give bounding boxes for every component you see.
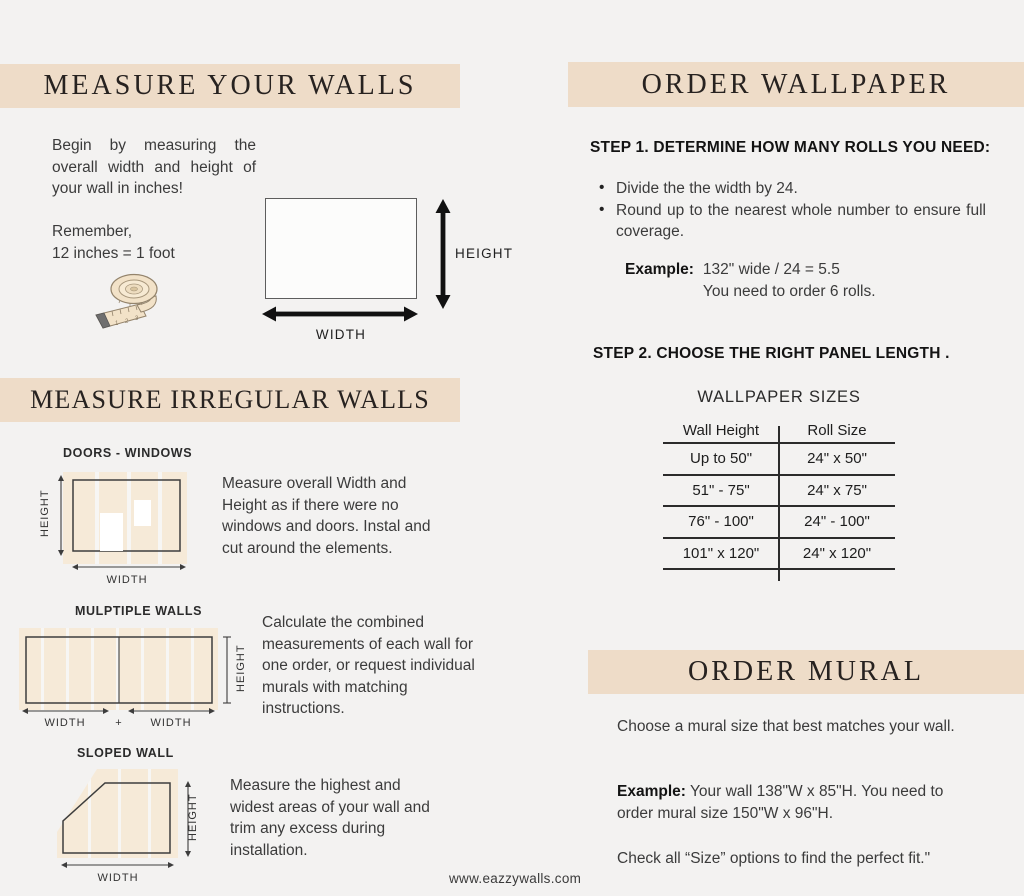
mural-example-text: Your wall 138"W x 85"H. You need to order mural size 150"W x 96"H. bbox=[617, 783, 944, 822]
mw-height-label: HEIGHT bbox=[235, 644, 247, 692]
step2-heading: STEP 2. CHOOSE THE RIGHT PANEL LENGTH . bbox=[593, 345, 950, 362]
step1-example bbox=[625, 259, 876, 302]
bullet-dot-icon: • bbox=[599, 179, 605, 196]
table-column-divider bbox=[778, 426, 780, 581]
cell-wall-height: 51" - 75" bbox=[692, 481, 750, 499]
bullet-item bbox=[598, 178, 986, 200]
height-arrow-icon bbox=[431, 196, 455, 312]
wallpaper-sizes-title: WALLPAPER SIZES bbox=[697, 388, 861, 406]
mw-width-left-label: WIDTH bbox=[44, 717, 86, 729]
example-line1: 132" wide / 24 = 5.5 bbox=[702, 261, 840, 278]
measure-walls-title: MEASURE YOUR WALLS bbox=[43, 70, 417, 101]
sloped-wall-text: Measure the highest and widest areas of your wall and trim any excess during installation. bbox=[230, 777, 430, 859]
bullet-text: Divide the the width by 24. bbox=[616, 180, 798, 197]
sw-height-label: HEIGHT bbox=[187, 793, 199, 841]
measure-intro-text: Begin by measuring the overall width and height of your wall in inches! bbox=[52, 137, 256, 197]
cell-wall-height: 76" - 100" bbox=[688, 513, 754, 531]
multiple-walls-label: MULPTIPLE WALLS bbox=[75, 604, 203, 618]
cell-wall-height: 101" x 120" bbox=[682, 544, 760, 562]
svg-text:1: 1 bbox=[115, 321, 119, 327]
doors-windows-text: Measure overall Width and Height as if there were no windows and doors. Instal and cut around the elements. bbox=[222, 475, 431, 557]
doors-windows-label: DOORS - WINDOWS bbox=[63, 446, 193, 460]
cell-wall-height: Up to 50" bbox=[689, 450, 753, 468]
wall-diagram-rectangle bbox=[265, 198, 417, 299]
remember-line2: 12 inches = 1 foot bbox=[52, 244, 175, 262]
svg-text:3: 3 bbox=[135, 316, 139, 322]
dw-height-label: HEIGHT bbox=[39, 489, 51, 537]
wallpaper-sizes-table bbox=[663, 419, 895, 570]
column-header-wall-height: Wall Height bbox=[682, 422, 760, 439]
dw-width-label: WIDTH bbox=[106, 574, 148, 586]
width-arrow-icon bbox=[259, 302, 421, 326]
cell-roll-size: 24" x 75" bbox=[807, 481, 867, 499]
example-line2: You need to order 6 rolls. bbox=[702, 282, 876, 300]
svg-text:2: 2 bbox=[125, 319, 129, 325]
mural-size-note: Check all “Size” options to find the perfect fit." bbox=[617, 850, 931, 867]
order-wallpaper-banner bbox=[568, 62, 1024, 107]
example-lines bbox=[703, 259, 876, 302]
multiple-walls-diagram bbox=[8, 620, 260, 732]
sloped-wall-diagram bbox=[48, 764, 218, 889]
height-label: HEIGHT bbox=[455, 246, 514, 261]
example-label: Example: bbox=[617, 783, 686, 800]
column-header-roll-size: Roll Size bbox=[807, 422, 867, 439]
bullet-text: Round up to the nearest whole number to ensure full coverage. bbox=[616, 201, 986, 240]
measure-irregular-banner bbox=[0, 378, 460, 422]
doors-windows-diagram bbox=[28, 466, 218, 591]
order-mural-title: ORDER MURAL bbox=[687, 656, 924, 687]
website-url: www.eazzywalls.com bbox=[449, 871, 582, 886]
mural-intro-text: Choose a mural size that best matches your wall. bbox=[617, 718, 955, 735]
order-wallpaper-title: ORDER WALLPAPER bbox=[641, 68, 951, 100]
cell-roll-size: 24" x 50" bbox=[807, 450, 867, 468]
example-label: Example: bbox=[625, 261, 694, 278]
step1-bullet-list bbox=[598, 178, 986, 243]
sloped-wall-label: SLOPED WALL bbox=[77, 746, 174, 760]
order-mural-banner bbox=[588, 650, 1024, 694]
cell-roll-size: 24" x 120" bbox=[802, 544, 872, 562]
remember-line1: Remember, bbox=[52, 223, 133, 240]
measure-irregular-title: MEASURE IRREGULAR WALLS bbox=[30, 385, 430, 414]
bullet-item bbox=[598, 200, 986, 243]
remember-note bbox=[52, 221, 175, 264]
mw-plus-label: + bbox=[115, 717, 123, 729]
mural-example bbox=[617, 781, 981, 824]
mw-width-right-label: WIDTH bbox=[150, 717, 192, 729]
measure-walls-banner bbox=[0, 64, 460, 108]
sw-width-label: WIDTH bbox=[97, 872, 139, 884]
bullet-dot-icon: • bbox=[599, 200, 605, 218]
tape-measure-icon bbox=[86, 268, 182, 334]
cell-roll-size: 24" - 100" bbox=[804, 513, 870, 531]
width-label: WIDTH bbox=[315, 327, 367, 342]
step1-heading: STEP 1. DETERMINE HOW MANY ROLLS YOU NEED: bbox=[590, 139, 991, 156]
multiple-walls-text: Calculate the combined measurements of each wall for one order, or request individual murals with matching instructions. bbox=[262, 614, 475, 717]
